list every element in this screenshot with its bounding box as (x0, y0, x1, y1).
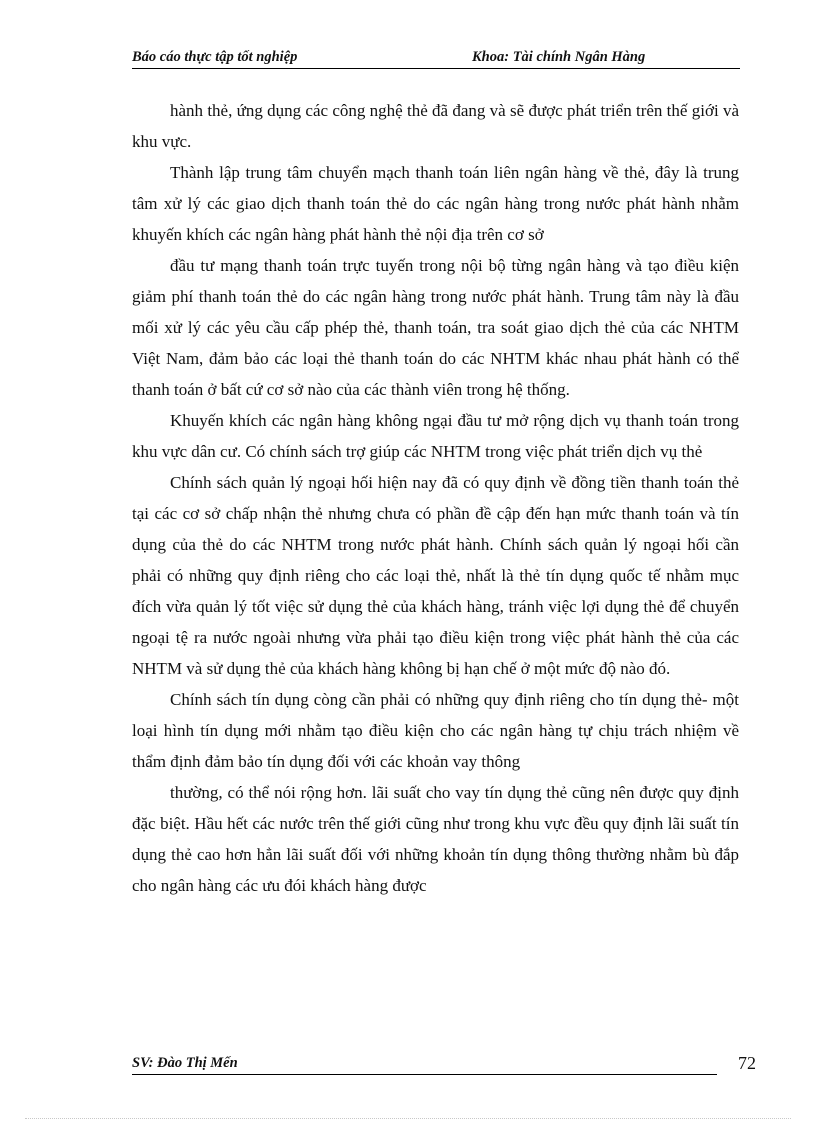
page-bottom-divider (25, 1118, 791, 1119)
header-report-title: Báo cáo thực tập tốt nghiệp (132, 49, 298, 65)
paragraph: đầu tư mạng thanh toán trực tuyến trong nội bộ từng ngân hàng và tạo điều kiện giảm phí thanh toán thẻ do các ngân hàng trong nước phát hành. Trung tâm này là đầu mối xử lý các yêu cầu cấp phép thẻ, thanh toán, tra soát giao dịch thẻ của các NHTM Việt Nam, đảm bảo các loại thẻ thanh toán do các NHTM khác nhau phát hành có thể thanh toán ở bất cứ cơ sở nào của các thành viên trong hệ thống. (132, 256, 739, 399)
paragraph: thường, có thể nói rộng hơn. lãi suất cho vay tín dụng thẻ cũng nên được quy định đặc biệt. Hầu hết các nước trên thế giới cũng như trong khu vực đều quy định lãi suất tín dụng thẻ cao hơn hẳn lãi suất đối với những khoản tín dụng thông thường nhằm bù đắp cho ngân hàng các ưu đói khách hàng được (132, 783, 739, 895)
paragraph: hành thẻ, ứng dụng các công nghệ thẻ đã đang và sẽ được phát triển trên thế giới và khu vực. (132, 101, 739, 151)
paragraph: Thành lập trung tâm chuyển mạch thanh toán liên ngân hàng về thẻ, đây là trung tâm xử lý các giao dịch thanh toán thẻ do các ngân hàng trong nước phát hành nhằm khuyến khích các ngân hàng phát hành thẻ nội địa trên cơ sở (132, 163, 739, 244)
paragraph: Chính sách tín dụng còng cần phải có những quy định riêng cho tín dụng thẻ- một loại hình tín dụng mới nhằm tạo điều kiện cho các ngân hàng tự chịu trách nhiệm về thẩm định đảm bảo tín dụng đối với các khoản vay thông (132, 690, 739, 771)
body-text (132, 95, 739, 901)
page-header (132, 48, 740, 69)
paragraph: Khuyến khích các ngân hàng không ngại đầu tư mở rộng dịch vụ thanh toán trong khu vực dân cư. Có chính sách trợ giúp các NHTM trong việc phát triển dịch vụ thẻ (132, 411, 739, 461)
footer-student-name: SV: Đào Thị Mến (132, 1055, 717, 1075)
page-number: 72 (738, 1053, 756, 1073)
paragraph: Chính sách quản lý ngoại hối hiện nay đã có quy định về đồng tiền thanh toán thẻ tại các cơ sở chấp nhận thẻ nhưng chưa có phần đề cập đến hạn mức thanh toán và tín dụng của thẻ do các NHTM trong nước phát hành. Chính sách quản lý ngoại hối cần phải có những quy định riêng cho các loại thẻ, nhất là thẻ tín dụng quốc tế nhằm mục đích vừa quản lý tốt việc sử dụng thẻ của khách hàng, tránh việc lợi dụng thẻ để chuyển ngoại tệ ra nước ngoài nhưng vừa phải tạo điều kiện trong việc phát hành thẻ của các NHTM và sử dụng thẻ của khách hàng không bị hạn chế ở một mức độ nào đó. (132, 473, 739, 678)
header-faculty: Khoa: Tài chính Ngân Hàng (472, 49, 646, 65)
